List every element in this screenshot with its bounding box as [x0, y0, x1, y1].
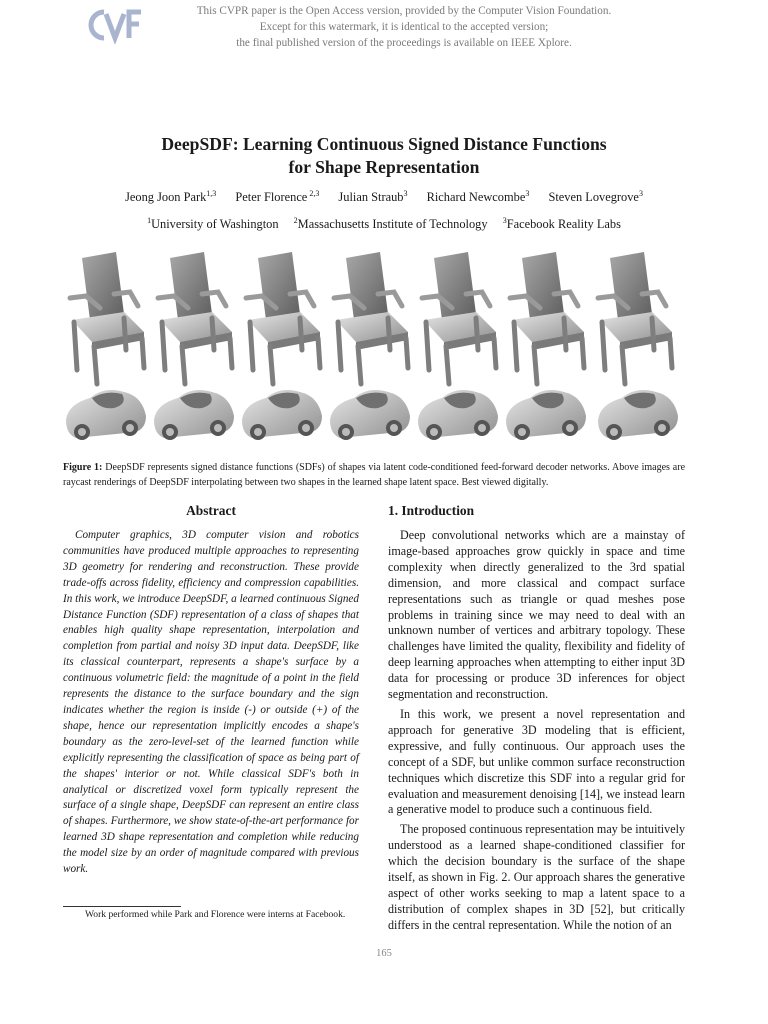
abstract-text: Computer graphics, 3D computer vision and robotics communities have produced multiple approaches to representing 3D geometry for rendering and reconstruction. These provide trade-offs across fidelity, efficiency and compression capabilities. In this work, we introduce DeepSDF, a learned continuous Signed Distance Function (SDF) representation of a class of shapes that enables high quality shape representation, interpolation and completion from partial and noisy 3D input data. DeepSDF, like its classical counterpart, represents a shape's surface by a continuous volumetric field: the magnitude of a point in the field represents the distance to the surface boundary and the sign indicates whether the region is inside (-) or outside (+) of the shape, hence our representation implicitly encodes a shape's boundary as the zero-level-set of the learned function while explicitly representing the classification of space as being part of the shapes' interior or not. While classical SDF's both in analytical or discretized voxel form typically represent the surface of a single shape, DeepSDF can represent an entire class of shapes. Furthermore, we show state-of-the-art performance for learned 3D shape representation and completion while reducing the model size by an order of magnitude compared with previous work.: [63, 529, 359, 876]
chair-row: [70, 252, 672, 384]
author: Steven Lovegrove$^3$: [548, 189, 643, 204]
right-column: [388, 502, 685, 938]
car-render: [66, 390, 146, 440]
watermark: [150, 3, 658, 51]
body-paragraph: In this work, we present a novel representation and approach for generative 3D modeling that is efficient, expressive, and fully continuous. Our approach uses the concept of a SDF, but unlike common surface reconstruction techniques which discretize this SDF into a regular grid for evaluation and measurement denoising [14], we instead learn a generative model to produce such a continuous field.: [388, 706, 685, 817]
car-render: [418, 390, 498, 440]
affiliation-list: [60, 217, 708, 232]
car-render: [242, 390, 322, 440]
cvf-logo: [84, 6, 142, 44]
figure-caption: [63, 460, 685, 490]
page-number: 165: [376, 948, 392, 959]
author: Richard Newcombe$^3$: [426, 189, 530, 204]
car-render: [598, 390, 678, 440]
title-line: DeepSDF: Learning Continuous Signed Distance Functions: [161, 134, 607, 154]
footnote: Work performed while Park and Florence were interns at Facebook.: [85, 909, 346, 920]
abstract-heading: Abstract: [186, 503, 236, 518]
watermark-line: This CVPR paper is the Open Access version, provided by the Computer Vision Foundation.: [196, 5, 612, 17]
body-paragraph: Deep convolutional networks which are a mainstay of image-based approaches grow quickly in space and time complexity when directly generalized to the 3rd spatial dimension, and more classical and compact surface representations such as triangle or quad meshes pose problems in training since we may need to deal with an unknown number of vertices and arbitrary topology. These challenges have limited the quality, flexibility and fidelity of deep learning approaches when attempting to either input 3D data for processing or produce 3D inferences for object segmentation and reconstruction.: [388, 528, 685, 702]
author-list: [60, 190, 708, 205]
footnote-divider: [63, 906, 181, 907]
chair-render: [598, 252, 672, 384]
car-render: [506, 390, 586, 440]
chair-render: [334, 252, 408, 384]
author: Peter Florence $^{2,3}$: [235, 189, 320, 204]
affiliation: $^3$Facebook Reality Labs: [502, 216, 621, 231]
chair-render: [510, 252, 584, 384]
teaser-figure: [58, 240, 698, 458]
chair-render: [70, 252, 144, 384]
watermark-line: Except for this watermark, it is identical to the accepted version;: [259, 21, 549, 33]
car-render: [330, 390, 410, 440]
figure-label: Figure 1:: [63, 462, 103, 473]
chair-render: [422, 252, 496, 384]
author: Julian Straub$^3$: [338, 189, 408, 204]
car-render: [154, 390, 234, 440]
body-paragraph: The proposed continuous representation may be intuitively understood as a learned shape-conditioned classifier for which the decision boundary is the surface of the shape itself, as shown in Fig. 2. Our approach shares the generative aspect of other works seeking to map a latent space to a distribution of complex shapes in 3D [52], but critically differs in the central representation. While the notion of an: [388, 822, 685, 932]
paper-title: [60, 133, 708, 179]
title-line: for Shape Representation: [288, 157, 480, 177]
car-row: [66, 390, 678, 440]
introduction-heading: 1. Introduction: [388, 503, 475, 518]
chair-render: [158, 252, 232, 384]
left-column: [63, 502, 359, 878]
figure-text: DeepSDF represents signed distance functions (SDFs) of shapes via latent code-conditioned feed-forward decoder networks. Above images are raycast renderings of DeepSDF interpolating between two shapes in the learned shape latent space. Best viewed digitally.: [63, 462, 686, 488]
author: Jeong Joon Park$^{1,3}$: [125, 189, 217, 204]
watermark-line: the final published version of the proceedings is available on IEEE Xplore.: [236, 37, 572, 49]
affiliation: $^1$University of Washington: [147, 216, 279, 231]
affiliation: $^2$Massachusetts Institute of Technology: [293, 216, 488, 231]
chair-render: [246, 252, 320, 384]
